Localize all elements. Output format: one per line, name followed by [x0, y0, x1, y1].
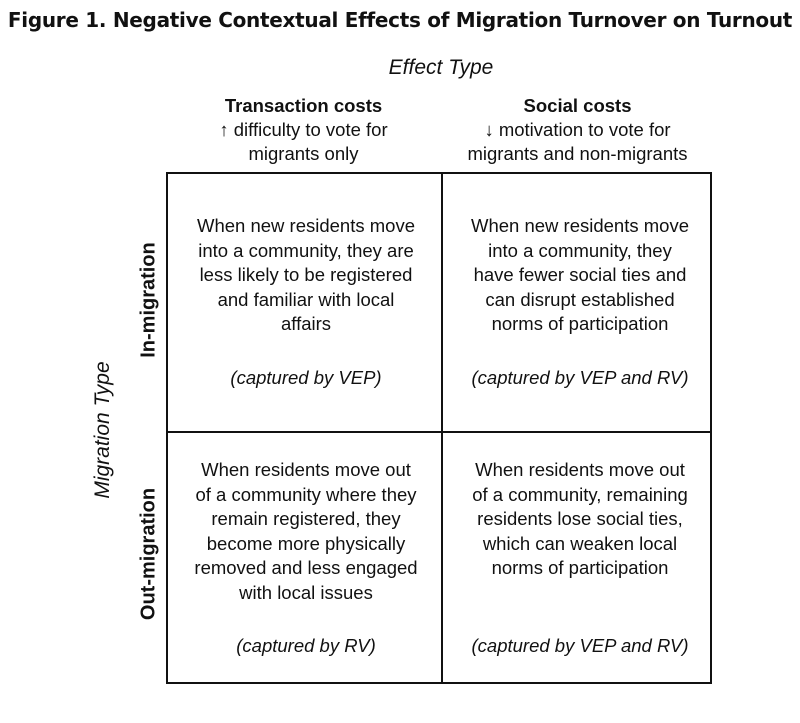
column-header-social-costs: [440, 94, 715, 166]
effects-matrix: [166, 172, 712, 684]
row-label-text: Out-migration: [137, 487, 160, 621]
cell-description: When new residents move into a community, they are less likely to be registered and familiar with local affairs: [197, 215, 415, 334]
figure-title: Figure 1. Negative Contextual Effects of Migration Turnover on Turnout: [7, 8, 793, 32]
cell-in-migration-transaction-costs: [170, 214, 442, 388]
cell-captured-by: (captured by VEP and RV): [471, 367, 689, 388]
column-title: Social costs: [523, 95, 632, 116]
cell-description: When residents move out of a community where they remain registered, they become more physically removed and less engaged with local issues: [194, 459, 418, 603]
column-title: Transaction costs: [224, 95, 383, 116]
cell-in-migration-social-costs: [444, 214, 716, 388]
column-description: ↑ difficulty to vote for migrants only: [219, 119, 388, 164]
migration-type-text: Migration Type: [91, 361, 114, 499]
cell-description: When new residents move into a community, they have fewer social ties and can disrupt established norms of participation: [471, 215, 689, 334]
cell-out-migration-transaction-costs: [170, 458, 442, 656]
cell-captured-by: (captured by VEP): [230, 367, 382, 388]
cell-description: When residents move out of a community, remaining residents lose social ties, which can weaken local norms of participation: [472, 459, 688, 578]
column-header-transaction-costs: [166, 94, 441, 166]
cell-captured-by: (captured by RV): [236, 635, 376, 656]
cell-out-migration-social-costs: [444, 458, 716, 656]
cell-captured-by: (captured by VEP and RV): [471, 635, 689, 656]
effect-type-axis-label: Effect Type: [388, 56, 494, 79]
row-label-text: In-migration: [137, 242, 160, 358]
matrix-horizontal-divider: [168, 431, 710, 433]
column-description: ↓ motivation to vote for migrants and non-migrants: [467, 119, 688, 164]
